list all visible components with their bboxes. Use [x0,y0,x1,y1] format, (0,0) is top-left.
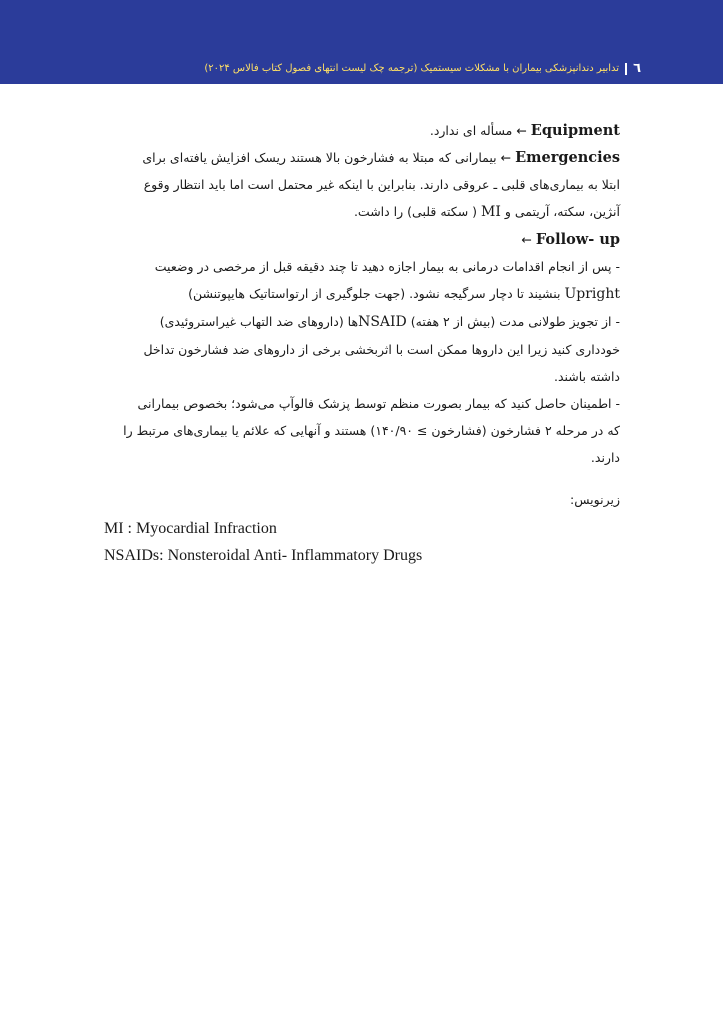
emergencies-text-3a: آنژین، سکته، آریتمی و [504,204,620,219]
header-title: تدابیر دندانپزشکی بیماران با مشکلات سیستمیک (ترجمه چک لیست انتهای فصول کتاب فالاس ۲۰۲۴) [204,63,620,74]
followup-p1-line2 [82,280,620,308]
equipment-line [82,117,620,144]
followup-p3-line3: دارند. [590,450,620,465]
page-number: ٦ [633,61,641,76]
emergencies-text-1: بیمارانی که مبتلا به فشارخون بالا هستند ریسک افزایش یافته‌ای برای [142,150,497,165]
followup-p2-line2: خودداری کنید زیرا این داروها ممکن است با اثربخشی برخی از داروهای ضد فشارخون تداخل [143,342,620,357]
emergencies-text-3b: ( سکته قلبی) را داشت. [353,204,478,219]
footnote-item: MI : Myocardial Infraction [104,520,277,537]
followup-p2-text1b: ها (داروهای ضد التهاب غیراستروئیدی) [159,314,359,329]
followup-line [82,226,620,253]
arrow-icon: ← [516,123,527,138]
main-text [82,117,620,471]
footnotes [82,492,620,569]
header-separator [625,63,627,75]
followup-label: Follow- up [535,231,620,248]
followup-p3-line2: که در مرحله ۲ فشارخون (فشارخون ≥ ۱۴۰/۹۰) هستند و آنهایی که علائم یا بیماری‌های مرتبط را [123,423,620,438]
arrow-icon: ← [521,232,532,247]
nsaid-term: NSAID [358,314,407,330]
equipment-label: Equipment [530,122,620,139]
followup-p3-line1: - اطمینان حاصل کنید که بیمار بصورت منظم توسط پزشک فالوآپ می‌شود؛ بخصوص بیمارانی [137,396,620,411]
footnote-item: NSAIDs: Nonsteroidal Anti- Inflammatory Drugs [104,547,423,564]
followup-p1-line1: - پس از انجام اقدامات درمانی به بیمار اجازه دهید تا چند دقیقه قبل از مرخصی در وضعیت [154,259,620,274]
page-header [0,0,723,84]
mi-term: MI [481,204,501,220]
followup-p2-text1a: - از تجویز طولانی مدت (بیش از ۲ هفته) [410,314,620,329]
upright-term: Upright [564,286,620,302]
emergencies-line [82,144,620,171]
followup-p2-line1 [82,308,620,336]
emergencies-line-2: ابتلا به بیماری‌های قلبی ـ عروقی دارند. بنابراین با اینکه غیر محتمل است اما باید انتظار وقوع [143,177,620,192]
emergencies-line-3 [82,198,620,226]
header-row [204,61,641,76]
equipment-text: مسأله ای ندارد. [429,123,513,138]
followup-p1-text2: بنشیند تا دچار سرگیجه نشود. (جهت جلوگیری از ارتواستاتیک هایپوتنشن) [188,286,561,301]
footnotes-title: زیرنویس: [570,492,620,507]
arrow-icon: ← [500,150,512,165]
emergencies-label: Emergencies [515,149,620,166]
followup-p2-line3: داشته باشند. [553,369,620,384]
